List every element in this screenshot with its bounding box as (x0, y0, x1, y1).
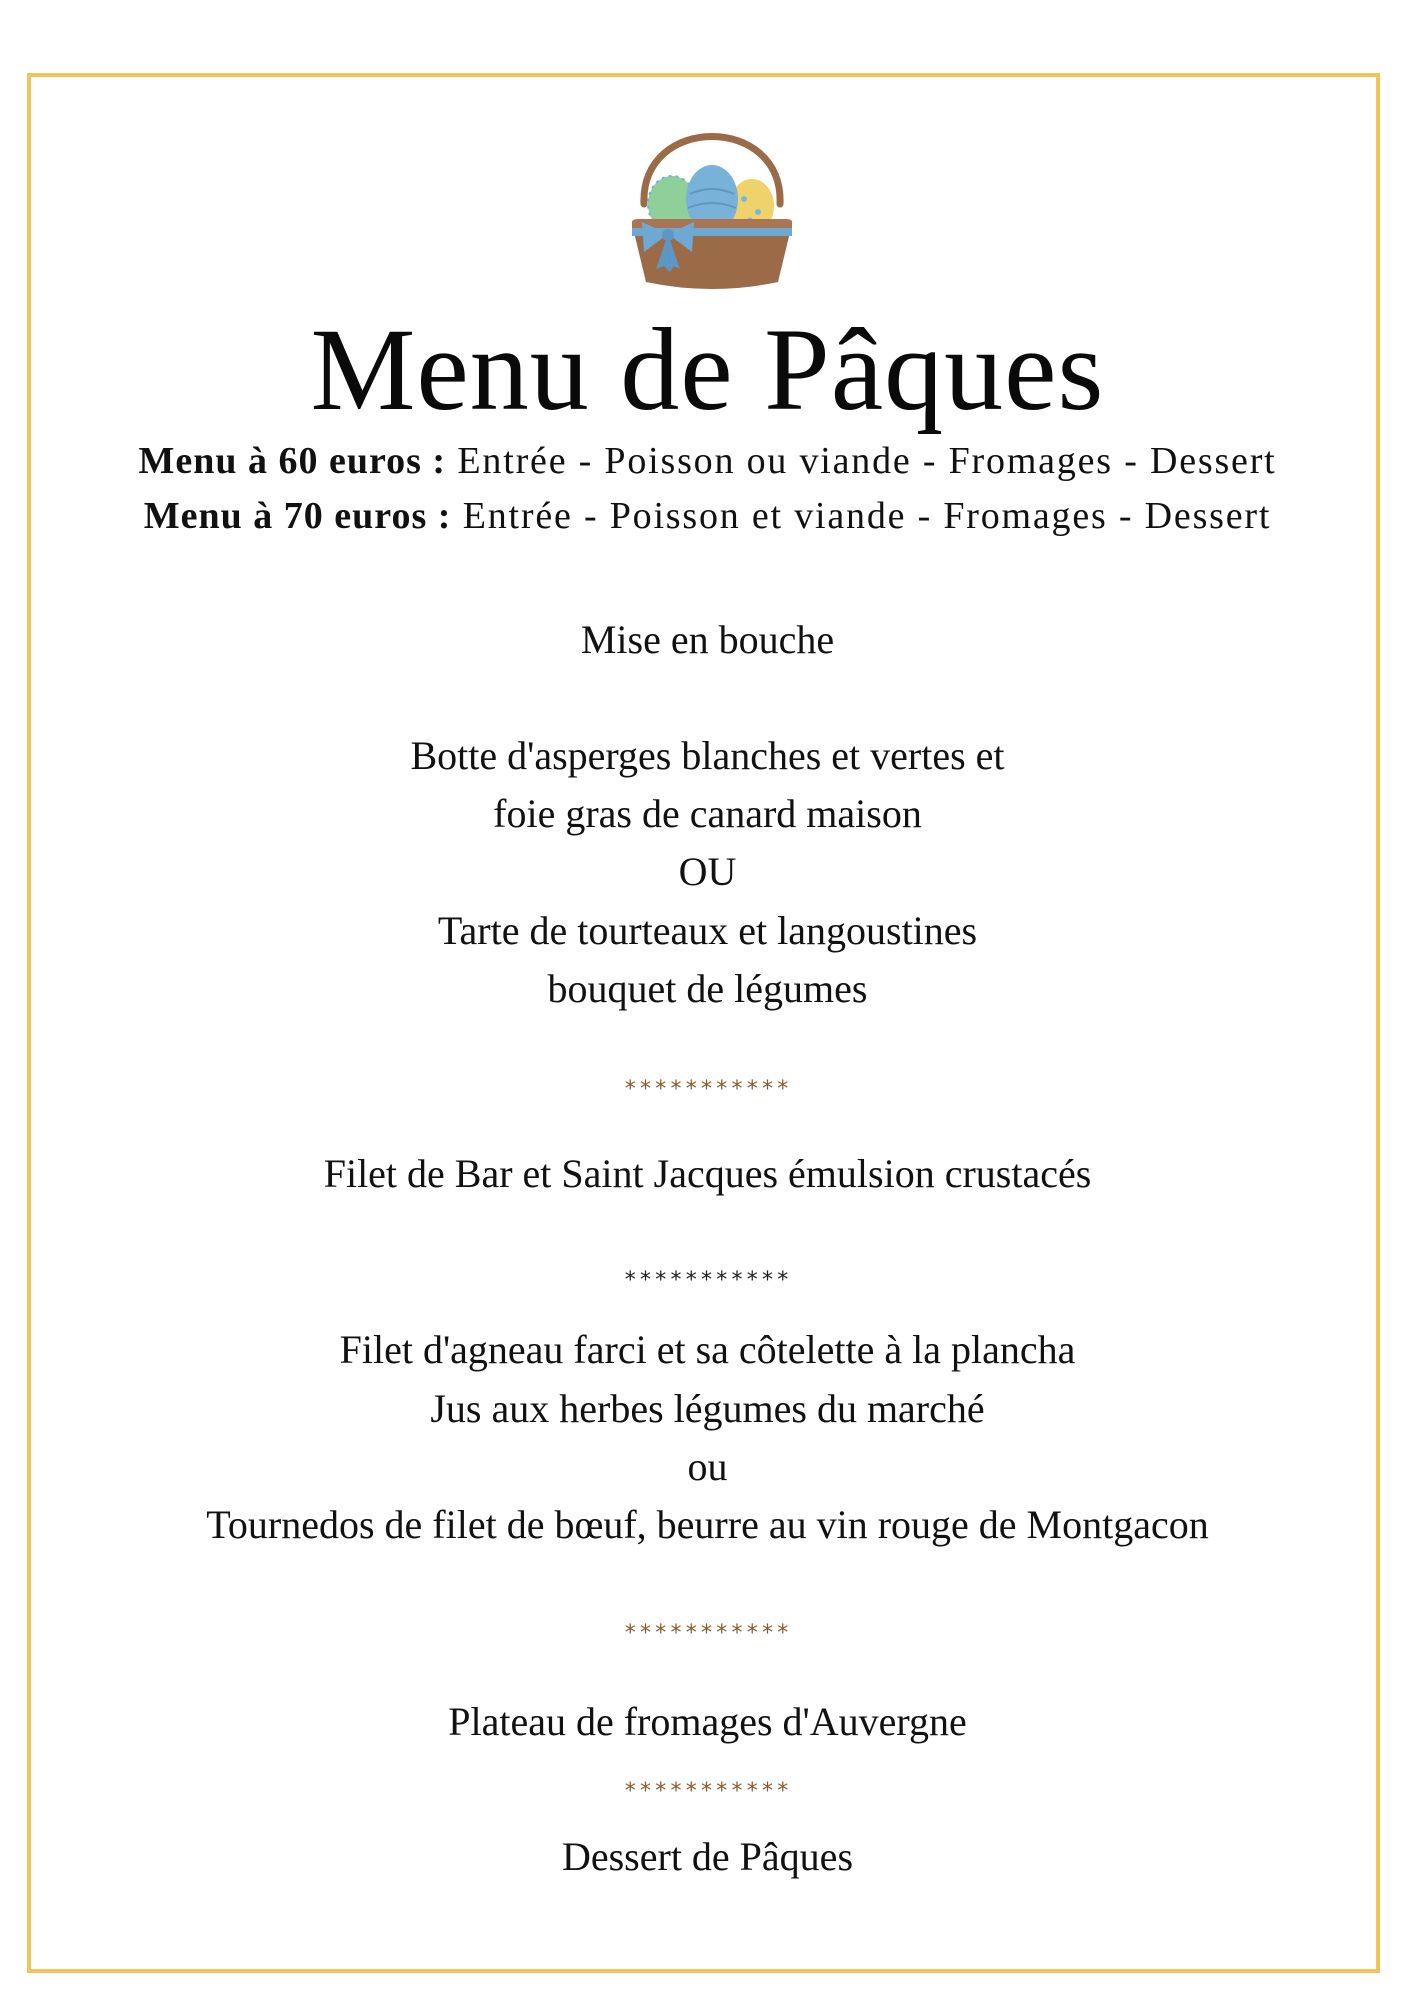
amuse-bouche: Mise en bouche (580, 617, 835, 662)
fish-course: Filet de Bar et Saint Jacques émulsion crustacés (323, 1151, 1092, 1196)
meat-1-line-1: Filet d'agneau farci et sa côtelette à la plancha (339, 1327, 1076, 1372)
starter-1-line-1: Botte d'asperges blanches et vertes et (410, 733, 1005, 778)
separator-2: *********** (623, 1268, 792, 1293)
dessert-course: Dessert de Pâques (561, 1834, 854, 1879)
cheese-course: Plateau de fromages d'Auvergne (448, 1699, 967, 1744)
starter-or: OU (678, 849, 737, 894)
meat-2: Tournedos de filet de bœuf, beurre au vin rouge de Montgacon (206, 1502, 1209, 1547)
page-title: Menu de Pâques (310, 304, 1105, 435)
menu-70-label: Menu à 70 euros : (143, 495, 452, 537)
meat-or: ou (687, 1444, 728, 1489)
starter-1-line-2: foie gras de canard maison (493, 791, 922, 836)
separator-1: *********** (623, 1077, 792, 1102)
meat-1-line-2: Jus aux herbes légumes du marché (430, 1386, 985, 1431)
separator-4: *********** (623, 1779, 792, 1804)
starter-2-line-1: Tarte de tourteaux et langoustines (437, 908, 978, 953)
easter-basket-icon (632, 104, 792, 294)
menu-70-courses: Entrée - Poisson et viande - Fromages - Dessert (462, 495, 1272, 537)
menu-60-line (0, 437, 1415, 485)
separator-3: *********** (623, 1621, 792, 1646)
menu-60-courses: Entrée - Poisson ou viande - Fromages - Dessert (457, 440, 1277, 482)
menu-70-line (0, 492, 1415, 540)
starter-2-line-2: bouquet de légumes (547, 966, 868, 1011)
menu-60-label: Menu à 60 euros : (138, 440, 447, 482)
